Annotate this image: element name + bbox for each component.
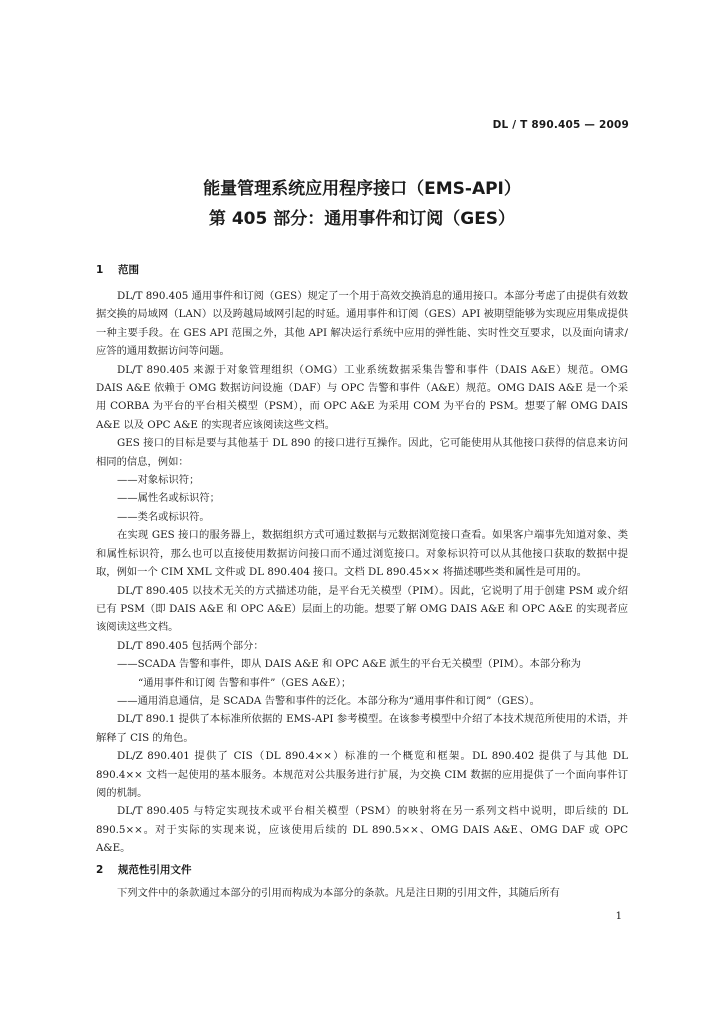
paragraph: DL/T 890.405 与特定实现技术或平台相关模型（PSM）的映射将在另一系列文档中说明，即后续的 DL 890.5××。对于实际的实现来说，应该使用后续的 DL 890.5××、OMG DAIS A&E、OMG DAF 或 OPC A&E。 [96, 805, 628, 855]
paragraph: 在实现 GES 接口的服务器上，数据组织方式可通过数据与元数据浏览接口查看。如果客户端事先知道对象、类和属性标识符，那么也可以直接使用数据访问接口而不通过浏览接口。对象标识符可以从其他接口获取的数据中提取，例如一个 CIM XML 文件或 DL 890.404 接口。文档 DL 890.45×× 将描述哪些类和属性是可用的。 [96, 529, 628, 579]
paragraph: GES 接口的目标是要与其他基于 DL 890 的接口进行互操作。因此，它可能使用从其他接口获得的信息来访问相同的信息，例如： [96, 437, 628, 468]
list-item: ——通用消息通信，是 SCADA 告警和事件的泛化。本部分称为“通用事件和订阅”（GES）。 [117, 694, 540, 707]
paragraph: DL/T 890.405 以技术无关的方式描述功能，是平台无关模型（PIM）。因此，它说明了用于创建 PSM 或介绍已有 PSM（即 DAIS A&E 和 OPC A&E）层面上的功能。想要了解 OMG DAIS A&E 和 OPC A&E 的实现者应该阅读这些文档。 [96, 584, 628, 634]
section-2-body [96, 884, 628, 902]
paragraph: DL/T 890.405 通用事件和订阅（GES）规定了一个用于高效交换消息的通用接口。本部分考虑了由提供有效数据交换的局域网（LAN）以及跨越局域网引起的时延。通用事件和订阅（GES）API 被期望能够为实现应用集成提供一种主要手段。在 GES API 范围之外，其他 API 解决运行系统中应用的弹性能、实时性交互要求，以及面向请求/应答的通用数据访问等问题。 [96, 290, 628, 358]
section-2-heading [96, 862, 192, 877]
list-item: ——类名或标识符。 [117, 510, 210, 523]
section-2-number: 2 [96, 864, 104, 876]
paragraph: DL/T 890.405 包括两个部分： [117, 639, 264, 652]
document-title-line1: 能量管理系统应用程序接口（EMS-API） [203, 179, 521, 199]
section-1-number: 1 [96, 264, 104, 276]
document-title-line2: 第 405 部分：通用事件和订阅（GES） [208, 209, 516, 229]
page-number: 1 [615, 911, 622, 922]
document-id: DL / T 890.405 — 2009 [492, 119, 629, 131]
list-item-continuation: “通用事件和订阅 告警和事件”（GES A&E）； [138, 676, 352, 689]
list-item: ——SCADA 告警和事件，即从 DAIS A&E 和 OPC A&E 派生的平台无关模型（PIM）。本部分称为 [117, 658, 581, 671]
section-2-title: 规范性引用文件 [118, 864, 192, 876]
section-1-title: 范围 [118, 264, 139, 276]
paragraph: DL/T 890.1 提供了本标准所依据的 EMS-API 参考模型。在该参考模型中介绍了本技术规范所使用的术语，并解释了 CIS 的角色。 [96, 713, 628, 744]
paragraph: DL/T 890.405 来源于对象管理组织（OMG）工业系统数据采集告警和事件（DAIS A&E）规范。OMG DAIS A&E 依赖于 OMG 数据访问设施（DAF）与 OPC 告警和事件（A&E）规范。OMG DAIS A&E 是一个采用 CORBA 为平台的平台相关模型（PSM），而 OPC A&E 为采用 COM 为平台的 PSM。想要了解 OMG DAIS A&E 以及 OPC A&E 的实现者应该阅读这些文档。 [96, 363, 628, 431]
paragraph: DL/Z 890.401 提供了 CIS（DL 890.4××）标准的一个概览和框架。DL 890.402 提供了与其他 DL 890.4×× 文档一起使用的基本服务。本规范对公共服务进行扩展，为交换 CIM 数据的应用提供了一个面向事件订阅的机制。 [96, 750, 628, 799]
list-item: ——属性名或标识符； [117, 492, 220, 505]
section-1-heading [96, 262, 139, 277]
section-1-body [96, 287, 628, 858]
list-item: ——对象标识符； [117, 474, 200, 487]
paragraph: 下列文件中的条款通过本部分的引用而构成为本部分的条款。凡是注日期的引用文件，其随后所有 [117, 887, 560, 899]
